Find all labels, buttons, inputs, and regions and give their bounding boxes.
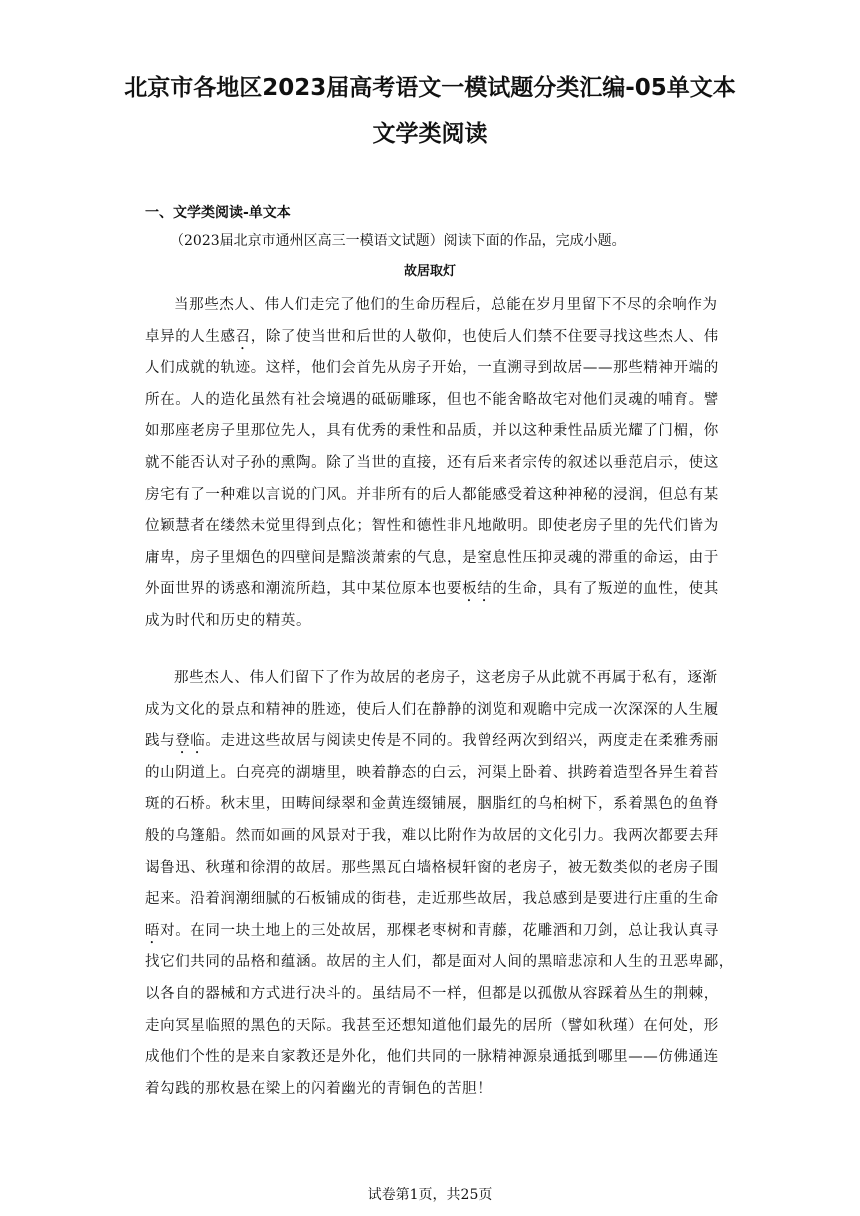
passage-line: 人们成就的轨迹。这样，他们会首先从房子开始，一直溯寻到故居——那些精神开端的: [145, 360, 719, 377]
passage-line: 以各自的器械和方式进行决斗的。虽结局不一样，但都是以孤傲从容踩着丛生的荆棘，: [145, 986, 719, 1002]
passage-line: 如那座老房子里那位先人，具有优秀的秉性和品质，并以这种秉性品质光耀了门楣，你: [145, 423, 719, 440]
passage-line: 斑的石桥。秋末里，田畴间绿翠和金黄连缀铺展，胭脂红的乌桕树下，系着黑色的鱼脊: [145, 796, 719, 813]
passage-line: 走向冥星临照的黑色的天际。我甚至还想知道他们最先的居所（譬如秋瑾）在何处，形: [145, 1017, 719, 1034]
passage-line: 般的乌篷船。然而如画的风景对于我，难以比附作为故居的文化引力。我两次都要去拜: [145, 828, 719, 844]
passage-line: 成为文化的景点和精神的胜迹，使后人们在静静的浏览和观瞻中完成一次深深的人生履: [145, 701, 719, 718]
passage-line: 卓异的人生感召，除了使当世和后世的人敬仰，也使后人们禁不住要寻找这些杰人、伟: [145, 328, 719, 345]
document-title-line-2: 文学类阅读: [372, 121, 488, 147]
passage-line: 就不能否认对子孙的熏陶。除了当世的直接，还有后来者宗传的叙述以垂范启示，使这: [145, 455, 719, 471]
passage-line: 找它们共同的品格和蕴涵。故居的主人们，都是面对人间的黑暗悲凉和人生的丑恶卑鄙，: [145, 954, 734, 971]
passage-line: 的山阴道上。白亮亮的湖塘里，映着静态的白云，河渠上卧着、拱跨着造型各异生着苔: [145, 764, 719, 781]
section-heading: 一、文学类阅读-单文本: [145, 205, 291, 221]
passage-title: 故居取灯: [403, 264, 456, 279]
passage-line: 晤对。在同一块土地上的三处故居，那棵老枣树和青藤，花雕酒和刀剑，总让我认真寻: [145, 922, 719, 939]
passage-line: 成他们个性的是来自家教还是外化，他们共同的一脉精神源泉通抵到哪里——仿佛通连: [145, 1049, 719, 1066]
passage-line: 成为时代和历史的精英。: [145, 613, 312, 629]
passage-line: 那些杰人、伟人们留下了作为故居的老房子，这老房子从此就不再属于私有，逐渐: [174, 670, 718, 686]
emphasized-word: 板结: [462, 581, 493, 598]
passage-line: 谒鲁迅、秋瑾和徐渭的故居。那些黑瓦白墙格棂轩窗的老房子，被无数类似的老房子围: [145, 859, 719, 876]
passage-line: 房宅有了一种难以言说的门风。并非所有的后人都能感受着这种神秘的浸润，但总有某: [145, 486, 719, 503]
passage-line: 位颖慧者在缕然未觉里得到点化；智性和德性非凡地敞明。即使老房子里的先代们皆为: [145, 518, 719, 535]
passage-line: 践与登临。走进这些故居与阅读史传是不同的。我曾经两次到绍兴，两度走在柔雅秀丽: [145, 733, 719, 750]
passage-line: 外面世界的诱惑和潮流所趋，其中某位原本也要板结的生命，具有了叛逆的血性，使其: [145, 581, 719, 598]
passage-line: 庸卑，房子里烟色的四壁间是黯淡萧索的气息，是窒息性压抑灵魂的滞重的命运，由于: [145, 549, 719, 566]
passage-line: 着勾践的那枚悬在梁上的闪着幽光的青铜色的苦胆！: [145, 1080, 493, 1097]
document-title-line-1: 北京市各地区2023届高考语文一模试题分类汇编-05单文本: [124, 75, 736, 101]
passage-line: 所在。人的造化虽然有社会境遇的砥砺雕琢，但也不能舍略故宅对他们灵魂的哺育。譬: [145, 391, 719, 408]
emphasized-word: 登临: [175, 733, 206, 750]
emphasized-word: 召: [235, 328, 251, 345]
passage-line: 起来。沿着润潮细腻的石板铺成的街巷，走近那些故居，我总感到是要进行庄重的生命: [145, 891, 719, 908]
page-footer: 试卷第1页，共25页: [367, 1187, 493, 1203]
passage-line: 当那些杰人、伟人们走完了他们的生命历程后，总能在岁月里留下不尽的余响作为: [174, 297, 718, 313]
emphasized-word: 晤: [145, 922, 161, 939]
question-intro: （2023届北京市通州区高三一模语文试题）阅读下面的作品，完成小题。: [170, 233, 626, 249]
